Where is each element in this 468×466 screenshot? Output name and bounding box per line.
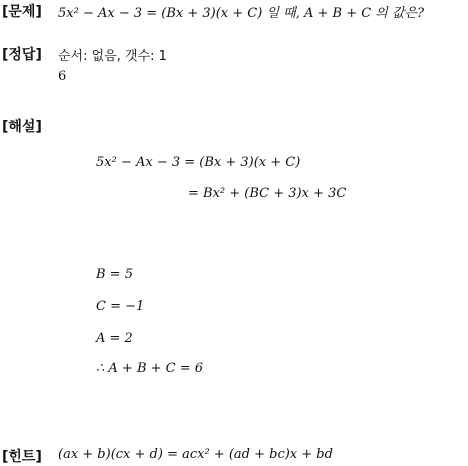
solution-label: [해설]: [2, 119, 42, 135]
solution-line-2: = Bx² + (BC + 3)x + 3C: [188, 186, 347, 201]
problem-text: 5x² − Ax − 3 = (Bx + 3)(x + C) 일 때, A + B + C 의 값은?: [58, 6, 425, 21]
solution-step-2: C = −1: [96, 299, 145, 314]
solution-line-1: 5x² − Ax − 3 = (Bx + 3)(x + C): [96, 155, 301, 170]
hint-label: [힌트]: [2, 449, 42, 465]
solution-step-1: B = 5: [96, 267, 133, 282]
solution-conclusion: ∴ A + B + C = 6: [96, 361, 204, 376]
answer-label: [정답]: [2, 47, 42, 63]
hint-text: (ax + b)(cx + d) = acx² + (ad + bc)x + bd: [58, 447, 333, 462]
answer-meta: 순서: 없음, 갯수: 1: [58, 49, 167, 64]
problem-label: [문제]: [2, 4, 42, 20]
answer-value: 6: [58, 69, 67, 84]
solution-step-3: A = 2: [96, 331, 133, 346]
